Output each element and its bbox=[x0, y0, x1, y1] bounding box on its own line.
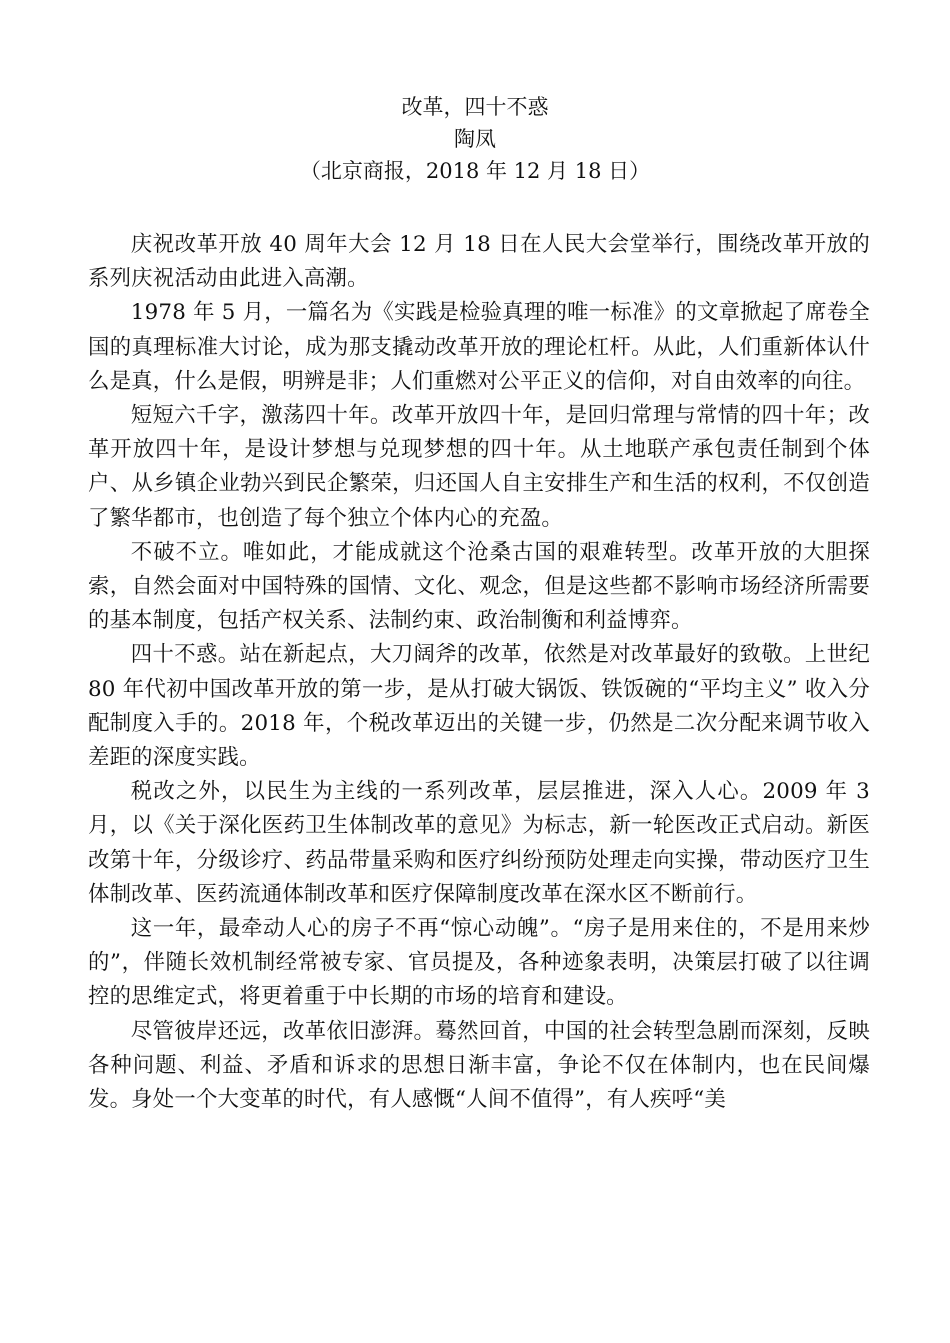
paragraph-6: 税改之外，以民生为主线的一系列改革，层层推进，深入人心。2009 年 3 月，以《关于深化医药卫生体制改革的意见》为标志，新一轮医改正式启动。新医改第十年，分级诊疗、药品带量采购和医疗纠纷预防处理走向实操，带动医疗卫生体制改革、医药流通体制改革和医疗保障制度改革在深水区不断前行。 bbox=[88, 779, 870, 907]
article-body bbox=[88, 228, 870, 1117]
paragraph-1: 庆祝改革开放 40 周年大会 12 月 18 日在人民大会堂举行，围绕改革开放的系列庆祝活动由此进入高潮。 bbox=[88, 232, 870, 292]
article-author: 陶凤 bbox=[454, 127, 496, 151]
paragraph-5: 四十不惑。站在新起点，大刀阔斧的改革，依然是对改革最好的致敬。上世纪 80 年代初中国改革开放的第一步，是从打破大锅饭、铁饭碗的“平均主义” 收入分配制度入手的。2018 年，个税改革迈出的关键一步，仍然是二次分配来调节收入差距的深度实践。 bbox=[88, 642, 870, 771]
paragraph-4: 不破不立。唯如此，才能成就这个沧桑古国的艰难转型。改革开放的大胆探索，自然会面对中国特殊的国情、文化、观念，但是这些都不影响市场经济所需要的基本制度，包括产权关系、法制约束、政治制衡和利益博弈。 bbox=[88, 539, 870, 634]
paragraph-3: 短短六千字，激荡四十年。改革开放四十年，是回归常理与常情的四十年；改革开放四十年，是设计梦想与兑现梦想的四十年。从土地联产承包责任制到个体户、从乡镇企业勃兴到民企繁荣，归还国人自主安排生产和生活的权利，不仅创造了繁华都市，也创造了每个独立个体内心的充盈。 bbox=[88, 403, 870, 531]
paragraph-8: 尽管彼岸还远，改革依旧澎湃。蓦然回首，中国的社会转型急剧而深刻，反映各种问题、利益、矛盾和诉求的思想日渐丰富，争论不仅在体制内，也在民间爆发。身处一个大变革的时代，有人感慨“人间不值得”，有人疾呼“美 bbox=[88, 1018, 870, 1113]
paragraph-7: 这一年，最牵动人心的房子不再“惊心动魄”。“房子是用来住的，不是用来炒的”，伴随长效机制经常被专家、官员提及，各种迹象表明，决策层打破了以往调控的思维定式，将更着重于中长期的市场的培育和建设。 bbox=[88, 916, 870, 1010]
article-header bbox=[0, 91, 950, 187]
paragraph-2: 1978 年 5 月，一篇名为《实践是检验真理的唯一标准》的文章掀起了席卷全国的真理标准大讨论，成为那支撬动改革开放的理论杠杆。从此，人们重新体认什么是真，什么是假，明辨是非；人们重燃对公平正义的信仰，对自由效率的向往。 bbox=[88, 300, 870, 394]
article-source: （北京商报，2018 年 12 月 18 日） bbox=[299, 159, 651, 183]
article-title: 改革，四十不惑 bbox=[401, 95, 549, 119]
